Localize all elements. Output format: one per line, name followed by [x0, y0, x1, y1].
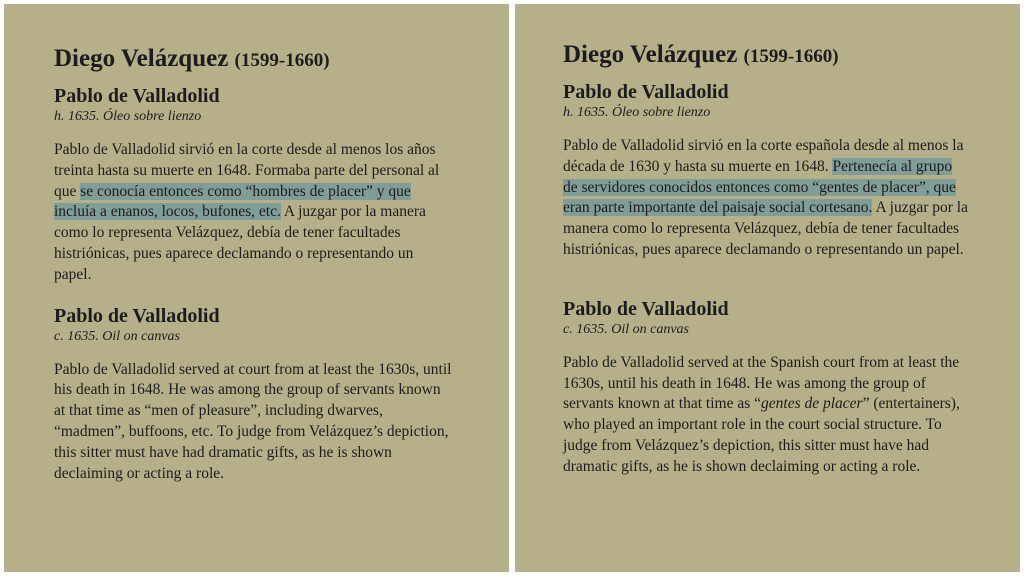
spanish-heading: Pablo de Valladolid: [563, 81, 729, 103]
right-panel: [515, 4, 1020, 572]
spanish-text: [563, 136, 968, 261]
left-panel: [4, 4, 509, 572]
english-text-italic: gentes de placer: [761, 395, 863, 413]
artist-dates: (1599-1660): [234, 50, 330, 71]
artist-dates: (1599-1660): [743, 46, 839, 67]
english-heading: Pablo de Valladolid: [54, 304, 220, 327]
spanish-heading: Pablo de Valladolid: [54, 85, 220, 107]
english-subtitle: c. 1635. Oil on canvas: [54, 328, 180, 344]
english-text-after: ” (entertainers), who played an important role in the court social structure. To judge from Velázquez’s depiction, this sitter must have had dramatic gifts, as he is shown declaiming or acting a role.: [563, 395, 960, 475]
english-text: [563, 353, 968, 478]
spanish-text-after: A juzgar por la manera como lo representa Velázquez, debía de tener facultades histriónicas, pues aparece declamando o representando un papel.: [54, 203, 426, 283]
spanish-subtitle: h. 1635. Óleo sobre lienzo: [563, 105, 711, 120]
main-title: [563, 40, 1020, 72]
artist-name: Diego Velázquez: [563, 41, 738, 68]
highlighted-text: Pertenecía al grupo de servidores conocidos entonces como “gentes de placer”, que eran parte importante del paisaje social cortesano.: [563, 157, 956, 217]
english-text: Pablo de Valladolid served at court from at least the 1630s, until his death in 1648. He was among the group of servants known at that time as “men of pleasure”, including dwarves, “madmen”, buffoons, etc. To judge from Velázquez’s depiction, this sitter must have had dramatic gifts, as he is shown declaiming or acting a role.: [54, 360, 452, 482]
highlighted-text: se conocía entonces como “hombres de placer” y que incluía a enanos, locos, bufones, etc.: [54, 182, 411, 221]
spanish-subtitle: h. 1635. Óleo sobre lienzo: [54, 109, 202, 124]
spanish-text-before: Pablo de Valladolid sirvió en la corte española desde al menos la década de 1630 y hasta su muerte en 1648.: [563, 137, 964, 175]
artist-name: Diego Velázquez: [54, 45, 229, 72]
main-title: [54, 44, 509, 76]
spanish-text-before: Pablo de Valladolid sirvió en la corte desde al menos los años treinta hasta su muerte en 1648. Formaba parte del personal al que: [54, 141, 440, 200]
english-heading: Pablo de Valladolid: [563, 297, 729, 320]
spanish-text: [54, 140, 454, 286]
english-text-before: Pablo de Valladolid served at the Spanish court from at least the 1630s, until his death in 1648. He was among the group of servants known at that time as “: [563, 353, 960, 413]
english-subtitle: c. 1635. Oil on canvas: [563, 321, 689, 337]
spanish-text-after: A juzgar por la manera como lo representa Velázquez, debía de tener facultades histriónicas, pues aparece declamando o representando un papel.: [563, 199, 968, 258]
